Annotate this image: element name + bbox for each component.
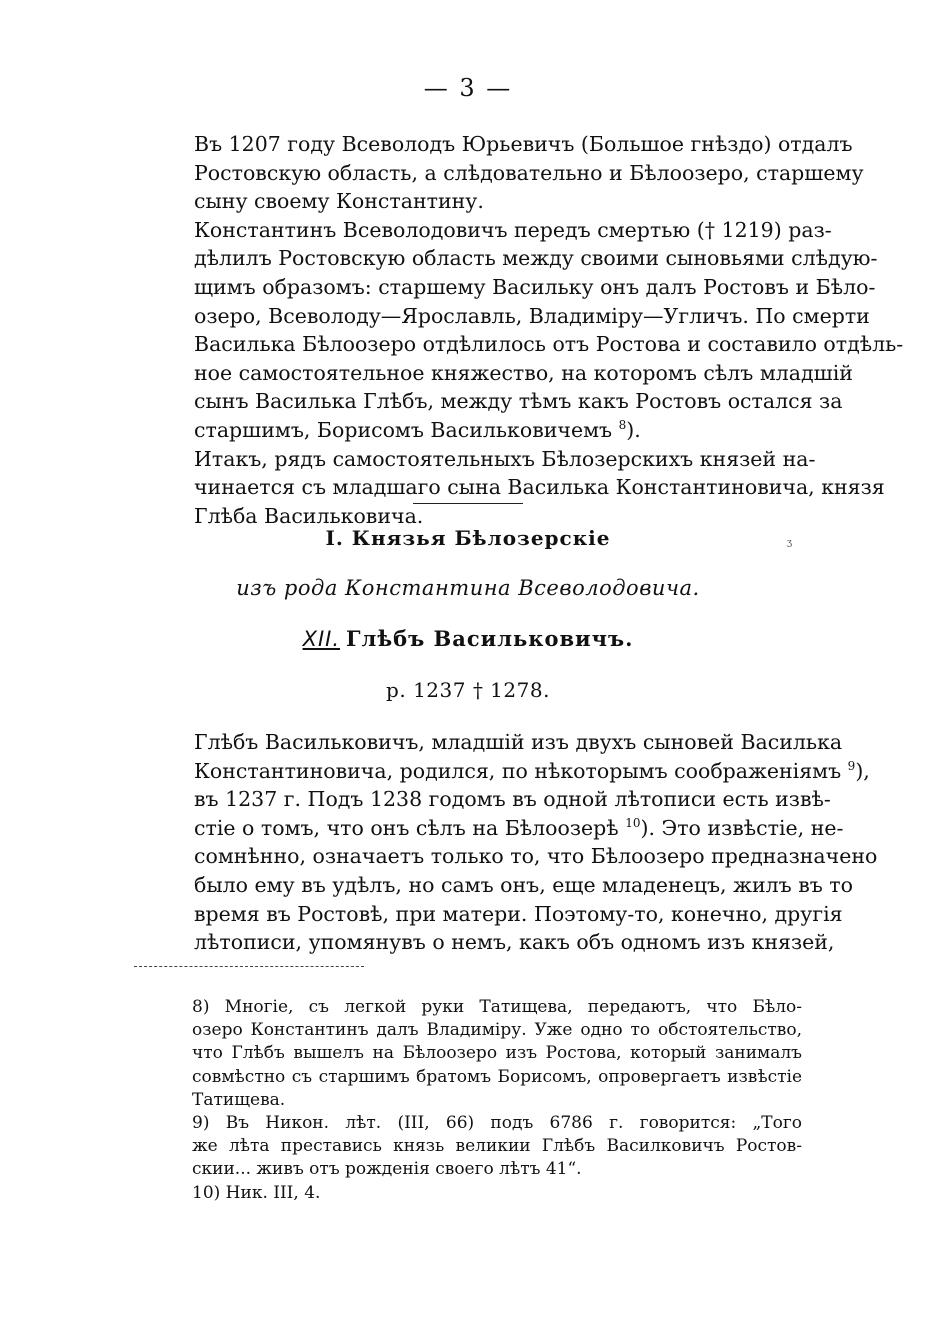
text-line: дѣлилъ Ростовскую область между своими сыновьями слѣдую-	[194, 246, 878, 271]
footnote-ref-9: 9	[847, 758, 856, 773]
text-line: ное самостоятельное княжество, на которомъ сѣлъ младшій	[194, 360, 853, 385]
text-line: озеро, Всеволоду—Ярославль, Владиміру—Угличъ. По смерти	[194, 303, 870, 328]
life-dates: р. 1237 † 1278.	[386, 678, 550, 702]
page-number: — 3 —	[423, 74, 513, 102]
prince-name: Глѣбъ Васильковичъ.	[346, 626, 634, 651]
text-line: сынъ Василька Глѣбъ, между тѣмъ какъ Ростовъ остался за	[194, 389, 843, 414]
text-line: Ростовскую область, а слѣдовательно и Бѣлоозеро, старшему	[194, 160, 864, 185]
footnote-line: 8) Многіе, съ легкой руки Татищева, передаютъ, что Бѣло-	[192, 997, 802, 1017]
text-line	[134, 416, 802, 445]
text-line: было ему въ удѣлъ, но самъ онъ, еще младенецъ, жилъ въ то	[194, 872, 853, 897]
footnote-rule	[134, 966, 364, 967]
paragraph-2	[134, 216, 904, 445]
text-segment: ).	[626, 417, 641, 442]
text-line: Въ 1207 году Всеволодъ Юрьевичъ (Большое гнѣздо) отдалъ	[194, 132, 853, 156]
footnote-8	[134, 996, 802, 1112]
footnote-10	[134, 1182, 802, 1205]
footnote-line: же лѣта преставись князь великии Глѣбъ Василковичъ Ростов-	[192, 1136, 802, 1157]
footnote-line: 9) Въ Никон. лѣт. (III, 66) подъ 6786 г. говорится: „Того	[192, 1113, 802, 1134]
text-line: чинается съ младшаго сына Василька Константиновича, князя	[194, 475, 885, 500]
footnotes	[134, 996, 802, 1205]
text-line: Глѣба Васильковича.	[194, 503, 424, 528]
text-line: Василька Бѣлоозеро отдѣлилось отъ Ростова и составило отдѣль-	[194, 332, 904, 357]
handwritten-number: XII.	[302, 627, 341, 651]
text-segment: стіе о томъ, что онъ сѣлъ на Бѣлоозерѣ	[194, 815, 619, 840]
text-line: лѣтописи, упомянувъ о немъ, какъ объ одномъ изъ князей,	[194, 930, 835, 955]
text-segment: ). Это извѣстіе, не-	[640, 815, 844, 840]
footnote-9	[134, 1112, 802, 1182]
footnote-line: Татищева.	[192, 1089, 286, 1110]
paragraph-4	[134, 728, 878, 957]
text-line: щимъ образомъ: старшему Васильку онъ далъ Ростовъ и Бѣло-	[194, 274, 876, 299]
text-segment: ),	[855, 758, 870, 783]
footnote-line: совмѣстно съ старшимъ братомъ Борисомъ, опровергаетъ извѣстіе	[192, 1066, 802, 1087]
section-subtitle: изъ рода Константина Всеволодовича.	[236, 576, 700, 600]
footnote-line: озеро Константинъ далъ Владиміру. Уже одно то обстоятельство,	[192, 1020, 802, 1041]
body-text	[134, 728, 878, 957]
section-title: I. Князья Бѣлозерскіе	[325, 526, 611, 550]
paragraph-3	[134, 445, 885, 531]
text-line: время въ Ростовѣ, при матери. Поэтому-то, конечно, другія	[194, 901, 843, 926]
paragraph-1	[134, 130, 864, 216]
margin-mark: ʒ	[787, 538, 793, 548]
footnote-ref-10: 10	[625, 815, 641, 830]
text-line: сыну своему Константину.	[194, 189, 484, 214]
intro-text	[134, 130, 904, 530]
text-line	[134, 757, 870, 786]
text-line: Глѣбъ Васильковичъ, младшій изъ двухъ сыновей Василька	[194, 730, 843, 754]
text-line: въ 1237 г. Подъ 1238 годомъ въ одной лѣтописи есть извѣ-	[194, 787, 831, 812]
footnote-line: что Глѣбъ вышелъ на Бѣлоозеро изъ Ростова, который занималъ	[192, 1043, 802, 1064]
prince-heading	[0, 626, 936, 651]
section-divider	[413, 503, 523, 504]
footnote-line: 10) Ник. III, 4.	[192, 1182, 321, 1203]
text-line: сомнѣнно, означаетъ только то, что Бѣлоозеро предназначено	[194, 844, 878, 869]
footnote-line: скии... живъ отъ рожденія своего лѣтъ 41“.	[192, 1159, 582, 1180]
text-line: Итакъ, рядъ самостоятельныхъ Бѣлозерскихъ князей на-	[194, 446, 816, 471]
text-segment: Константиновича, родился, по нѣкоторымъ соображеніямъ	[194, 758, 842, 783]
footnote-ref-8: 8	[618, 418, 627, 433]
text-line: Константинъ Всеволодовичъ передъ смертью († 1219) раз-	[194, 217, 832, 242]
text-segment: старшимъ, Борисомъ Васильковичемъ	[194, 417, 613, 442]
text-line	[134, 814, 844, 843]
